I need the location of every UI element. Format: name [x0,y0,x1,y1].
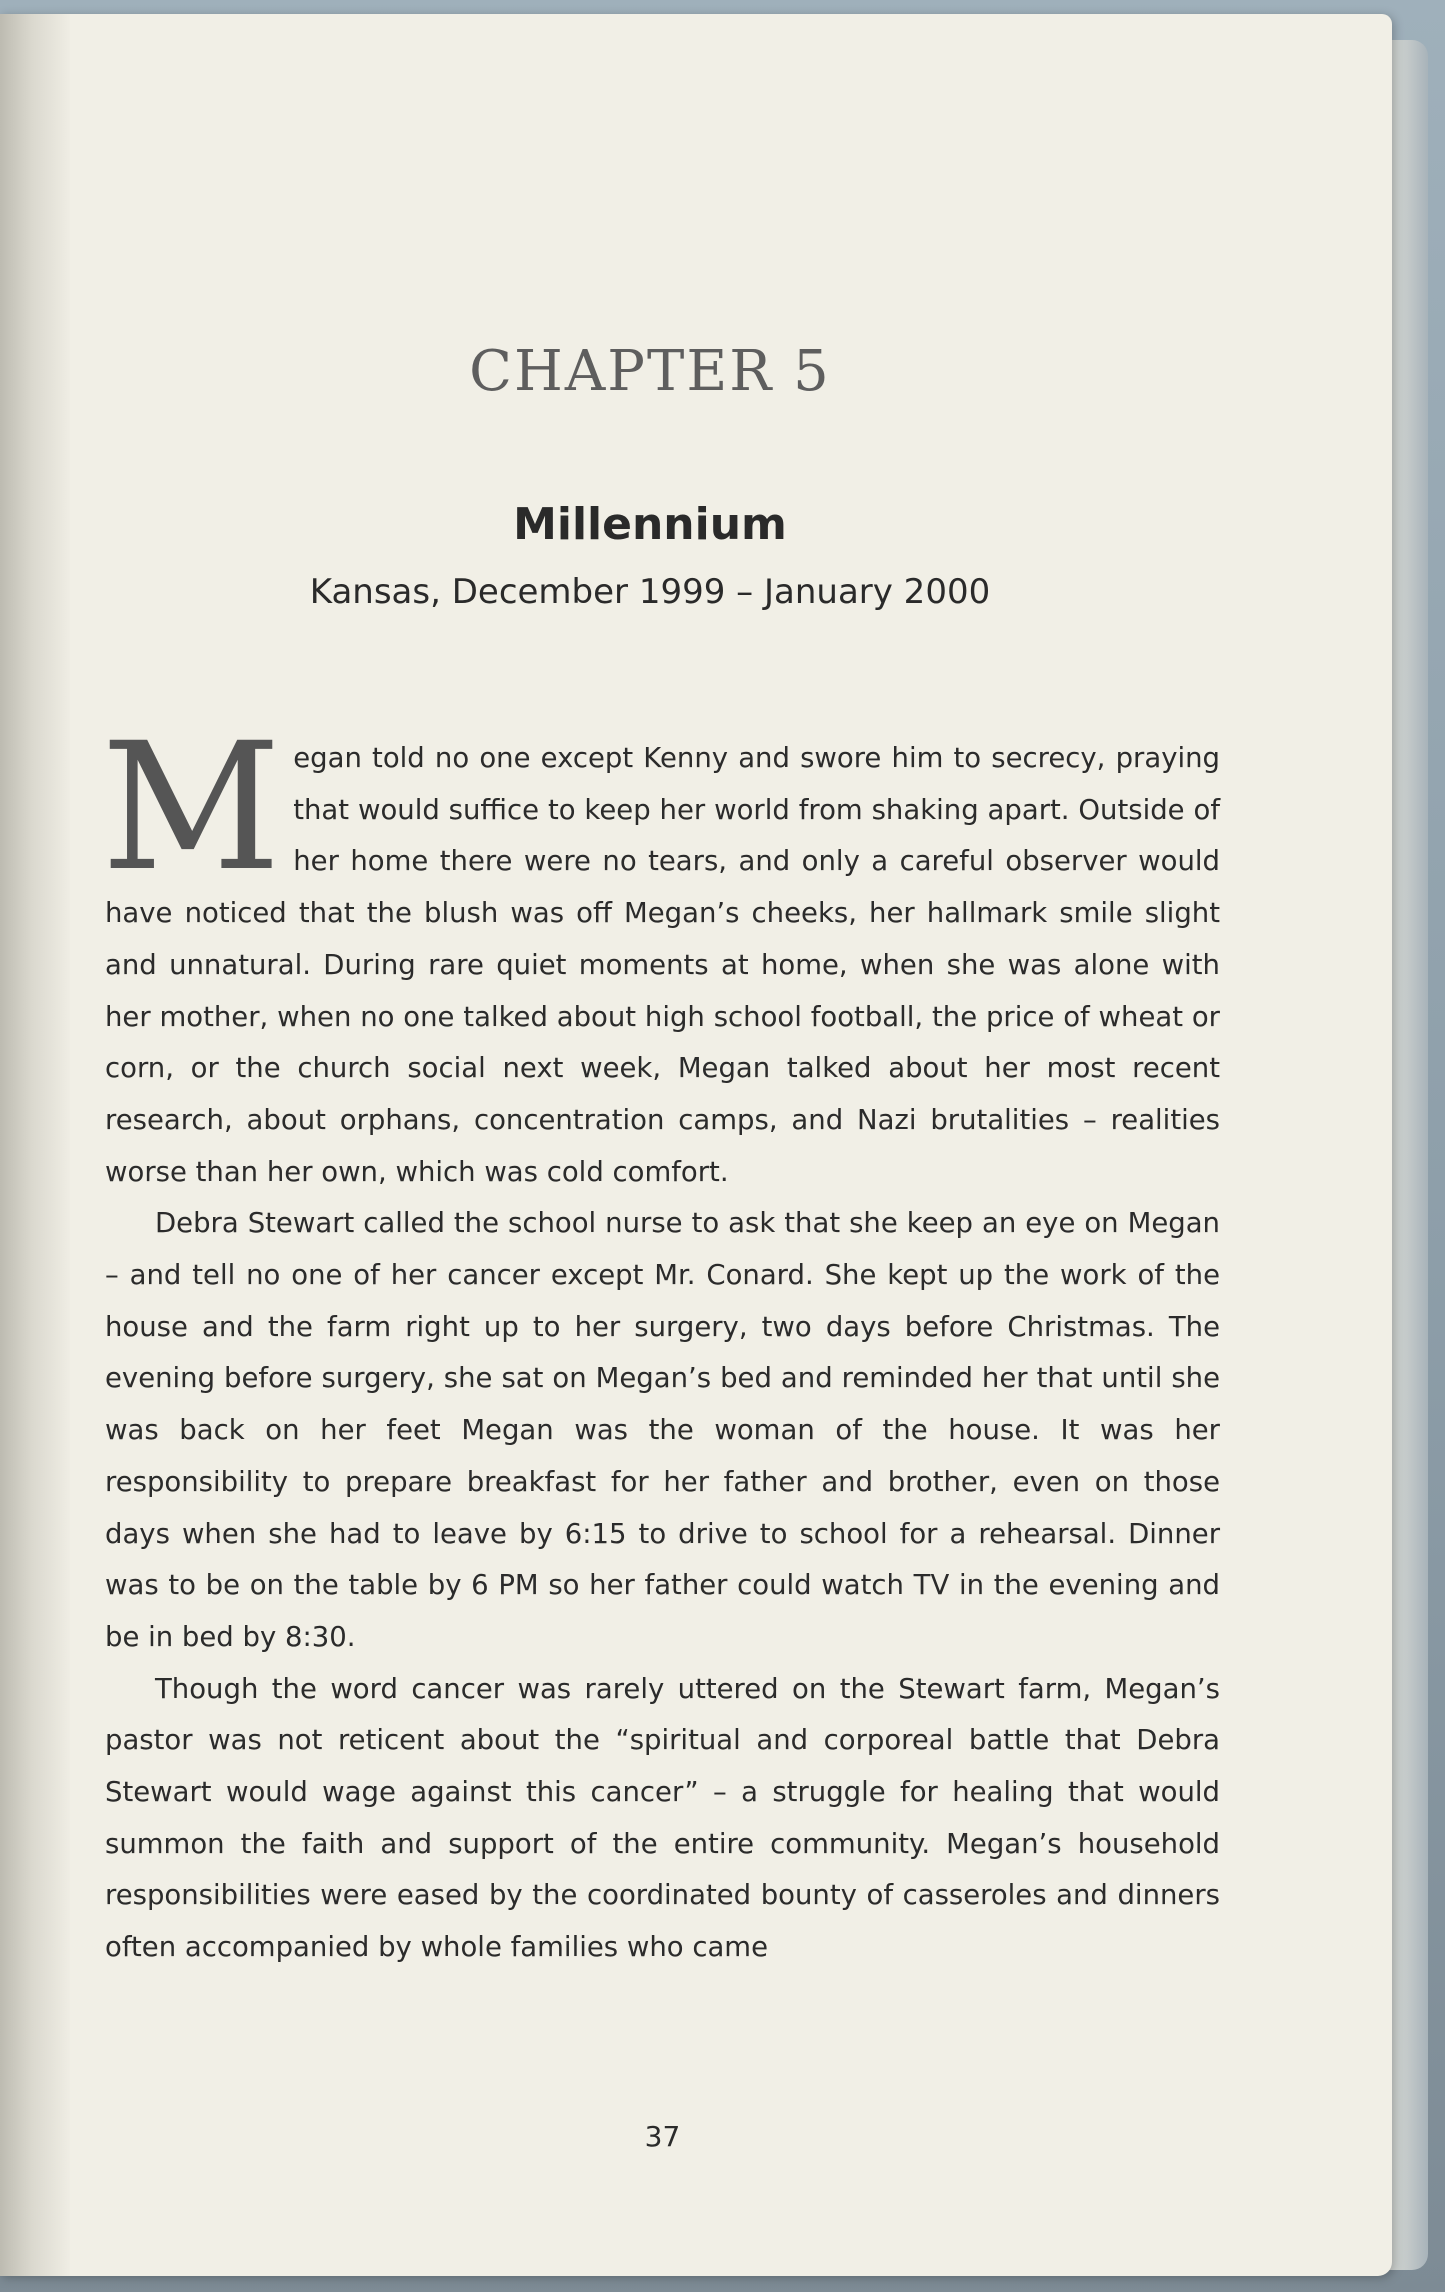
chapter-heading: CHAPTER 5 [469,339,831,404]
page-number: 37 [644,2120,681,2153]
drop-cap: M [101,705,282,910]
paragraph-3: Though the word cancer was rarely uttered on the Stewart farm, Megan’s pastor was not reticent about the “spiritual and corporeal battle that Debra Stewart would wage against this cancer” – a struggle for healing that would summon the faith and support of the entire community. Megan’s household responsibilities were eased by the coordinated bounty of casseroles and dinners often accompanied by whole families who came [105,1672,1220,1964]
chapter-body [101,705,1220,1974]
chapter-subtitle: Kansas, December 1999 – January 2000 [309,572,991,612]
paragraph-2: Debra Stewart called the school nurse to ask that she keep an eye on Megan – and tell no one of her cancer except Mr. Conard. She kept up the work of the house and the farm right up to her surgery, two days before Christmas. The evening before surgery, she sat on Megan’s bed and reminded her that until she was back on her feet Megan was the woman of the house. It was her responsibility to prepare breakfast for her father and brother, even on those days when she had to leave by 6:15 to drive to school for a rehearsal. Dinner was to be on the table by 6 PM so her father could watch TV in the evening and be in bed by 8:30. [105,1207,1220,1653]
paragraph-1 [101,705,1220,1198]
chapter-title: Millennium [513,499,787,550]
paragraph-1-text: egan told no one except Kenny and swore him to secrecy, praying that would suffice to keep her world from shaking apart. Outside of her home there were no tears, and only a careful observer would have noticed that the blush was off Megan’s cheeks, her hallmark smile slight and unnatural. During rare quiet moments at home, when she was alone with her mother, when no one talked about high school football, the price of wheat or corn, or the church social next week, Megan talked about her most recent research, about orphans, concentration camps, and Nazi brutalities – realities worse than her own, which was cold comfort. [105,742,1220,1188]
book-page [0,14,1392,2276]
